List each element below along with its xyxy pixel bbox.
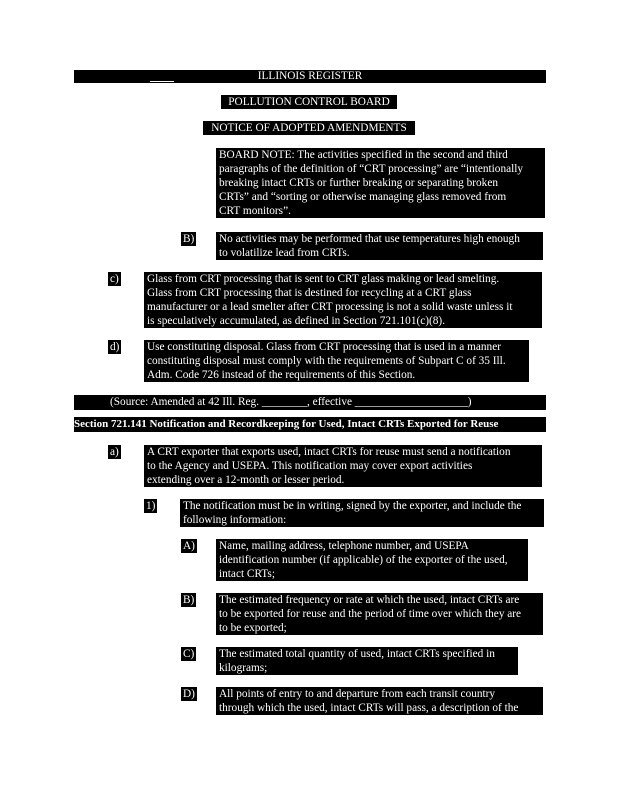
section-heading-text: Section 721.141 Notification and Recordkeeping for Used, Intact CRTs Exported for Reuse bbox=[74, 418, 499, 430]
item-1-line: The notification must be in writing, signed by the exporter, and include the bbox=[183, 500, 522, 512]
item-1b-line: The estimated frequency or rate at which the used, intact CRTs are bbox=[219, 594, 520, 606]
item-c-label: c) bbox=[110, 273, 119, 285]
item-1c-line: The estimated total quantity of used, intact CRTs specified in bbox=[219, 648, 495, 660]
item-b-line: No activities may be performed that use temperatures high enough bbox=[219, 233, 520, 245]
item-c-line: Glass from CRT processing that is sent to CRT glass making or lead smelting. bbox=[147, 273, 500, 285]
item-a-label: a) bbox=[110, 446, 119, 458]
item-c-line: manufacturer or a lead smelter after CRT processing is not a solid waste unless it bbox=[147, 301, 513, 313]
source-note bbox=[74, 395, 546, 410]
item-1d-text bbox=[216, 687, 543, 715]
item-1a-line: identification number (if applicable) of the exporter of the used, bbox=[219, 554, 508, 566]
item-1-text bbox=[180, 499, 544, 527]
item-d-text bbox=[144, 340, 529, 382]
item-1b-line: to be exported for reuse and the period of time over which they are bbox=[219, 608, 522, 620]
header-rule bbox=[150, 81, 174, 82]
section-heading bbox=[74, 417, 546, 432]
item-a-line: extending over a 12-month or lesser period. bbox=[147, 474, 345, 486]
item-1c-text bbox=[216, 647, 518, 675]
board-note-line: CRTs” and “sorting or otherwise managing glass removed from bbox=[219, 191, 507, 203]
item-1c-line: kilograms; bbox=[219, 662, 268, 674]
item-1a-line: Name, mailing address, telephone number, and USEPA bbox=[219, 540, 469, 552]
item-b-label: B) bbox=[183, 233, 195, 245]
item-1b-line: to be exported; bbox=[219, 622, 287, 634]
item-a-line: A CRT exporter that exports used, intact CRTs for reuse must send a notification bbox=[147, 446, 511, 458]
item-a-text bbox=[144, 445, 542, 487]
item-b-text bbox=[216, 232, 543, 260]
item-c-line: is speculatively accumulated, as defined in Section 721.101(c)(8). bbox=[147, 315, 446, 327]
item-1b-label: B) bbox=[183, 594, 195, 606]
source-text: (Source: Amended at 42 Ill. Reg. ________, effective ____________________) bbox=[110, 396, 472, 408]
item-1-label: 1) bbox=[146, 500, 156, 512]
register-header bbox=[74, 70, 546, 83]
board-note bbox=[216, 148, 545, 218]
notice-header bbox=[203, 121, 415, 135]
item-d-line: Use constituting disposal. Glass from CRT processing that is used in a manner bbox=[147, 341, 501, 353]
item-1a-line: intact CRTs; bbox=[219, 568, 275, 580]
item-1c-label: C) bbox=[183, 648, 195, 660]
item-1d-label: D) bbox=[183, 688, 195, 700]
board-note-line: BOARD NOTE: The activities specified in the second and third bbox=[219, 149, 508, 161]
notice-title: NOTICE OF ADOPTED AMENDMENTS bbox=[211, 122, 407, 134]
item-d-label: d) bbox=[110, 341, 120, 353]
item-1a-label: A) bbox=[183, 540, 195, 552]
board-note-line: CRT monitors”. bbox=[219, 205, 291, 217]
item-a-line: to the Agency and USEPA. This notification may cover export activities bbox=[147, 460, 473, 472]
item-d-line: Adm. Code 726 instead of the requirements of this Section. bbox=[147, 369, 416, 381]
item-1b-text bbox=[216, 593, 543, 635]
item-d-line: constituting disposal must comply with the requirements of Subpart C of 35 Ill. bbox=[147, 355, 506, 367]
register-title: ILLINOIS REGISTER bbox=[257, 70, 363, 82]
board-note-line: paragraphs of the definition of “CRT processing” are “intentionally bbox=[219, 163, 524, 175]
board-title: POLLUTION CONTROL BOARD bbox=[228, 96, 390, 108]
item-b-line: to volatilize lead from CRTs. bbox=[219, 247, 350, 259]
board-header bbox=[221, 95, 397, 109]
item-1a-text bbox=[216, 539, 528, 581]
item-1d-line: All points of entry to and departure from each transit country bbox=[219, 688, 496, 700]
item-1-line: following information: bbox=[183, 514, 287, 526]
item-1d-line: through which the used, intact CRTs will pass, a description of the bbox=[219, 702, 519, 714]
item-c-line: Glass from CRT processing that is destined for recycling at a CRT glass bbox=[147, 287, 472, 299]
item-c-text bbox=[144, 272, 542, 328]
board-note-line: breaking intact CRTs or further breaking or separating broken bbox=[219, 177, 498, 189]
